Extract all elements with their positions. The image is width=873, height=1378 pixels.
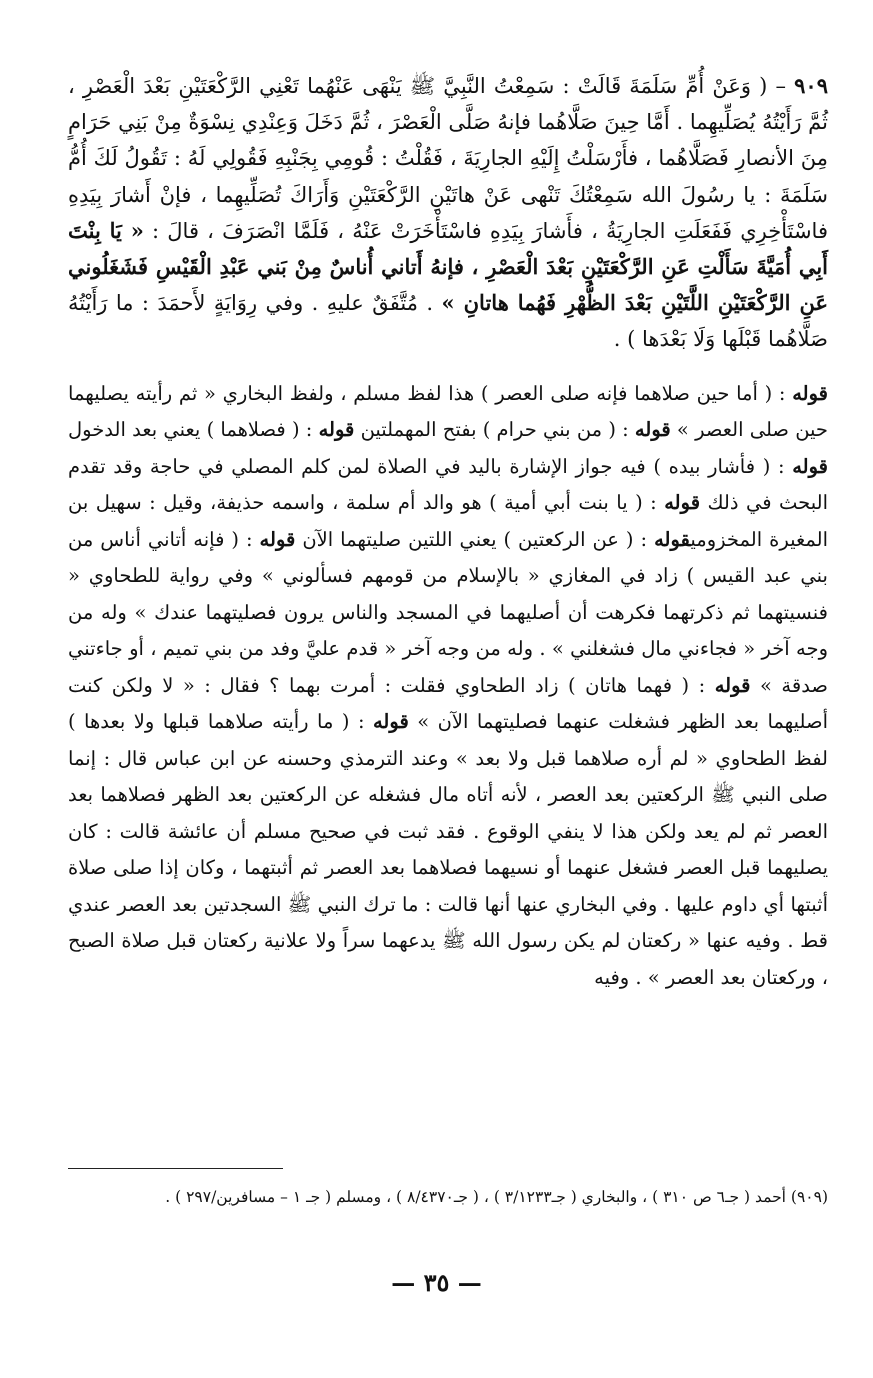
commentary-segment: : ( ما رأيته صلاهما قبلها ولا بعدها ) لفظ الطحاوي « لم أره صلاهما قبل ولا بعد » وعند الترمذي وحسنه عن ابن عباس قال : إنما صلى النبي ﷺ الركعتين بعد العصر ، لأنه أتاه مال فشغله عن الركعتين بعد الظهر فصلاهما بعد العصر ثم لم يعد ولكن هذا لا ينفي الوقوع . فقد ثبت في صحيح مسلم أن عائشة قالت : كان يصليهما قبل العصر فشغل عنهما أو نسيهما فصلاهما بعد العصر ثم أثبتهما ، وكان إذا صلى صلاة أثبتها أي داوم عليها . وفي البخاري عنها أنها قالت : ما ترك النبي ﷺ السجدتين بعد العصر عندي قط . وفيه عنها « ركعتان لم يكن رسول الله ﷺ يدعهما سراً ولا علانية ركعتان قبل صلاة الصبح ، وركعتان بعد العصر » . وفيه (68, 710, 828, 989)
page-body (68, 68, 828, 996)
commentary-segment: : ( عن الركعتين ) يعني اللتين صليتهما الآن (295, 527, 655, 551)
commentary-segment: : ( يا بنت أبي أمية ) هو والد أم سلمة ، واسمه حذيفة، وقيل : سهيل بن المغيرة المخزومي (68, 491, 829, 551)
hadith-paragraph (68, 68, 828, 358)
footnote: (٩٠٩) أحمد ( جـ٦ ص ٣١٠ ) ، والبخاري ( جـ٣/١٢٣٣ ) ، ( جـ٨/٤٣٧٠ ) ، ومسلم ( جـ ١ – مسافرين/٢٩٧ ) . (165, 1188, 828, 1206)
commentary-keyword: قوله (714, 673, 751, 697)
commentary-keyword: قوله (664, 491, 701, 515)
hadith-text-intro: – ( وَعَنْ أُمِّ سَلَمَةَ قَالَتْ : سَمِعْتُ النَّبِيَّ ﷺ يَنْهَى عَنْهُما تَعْنِي الرَّكْعَتَيْنِ بَعْدَ الْعَصْرِ ، ثُمَّ رَأَيْتُهُ يُصَلِّيهِما . أَمَّا حِينَ صَلَّاهُما فإنهُ صَلَّى الْعَصْرَ ، ثُمَّ دَخَلَ وَعِنْدِي نِسْوَةٌ مِنْ بَنِي حَرَامٍ مِنَ الأنصارِ فَصَلَّاهُما ، فأَرْسَلْتُ إِلَيْهِ الجارِيَةَ ، فَقُلْتُ : قُومِي بِجَنْبِهِ فَقُولِي لَهُ : تَقُولُ لَكَ أُمُّ سَلَمَةَ : يا رسُولَ الله سَمِعْتُكَ تَنْهى عَنْ هاتَيْنِ الرَّكْعَتَيْنِ وَأَرَاكَ تُصَلِّيهِما ، فإنْ أَشارَ بِيَدِهِ فاسْتَأْخِرِي فَفَعَلَتِ الجارِيَةُ ، فأَشارَ بِيَدِهِ فاسْتَأْخَرَتْ عَنْهُ ، فَلَمَّا انْصَرَفَ ، قالَ : (68, 74, 828, 243)
commentary-paragraph (68, 376, 828, 997)
hadith-text-outro: . مُتَّفَقٌ عليهِ . وفي رِوَايَةٍ لأَحمَدَ : ما رَأَيْتُهُ صَلَّاهُما قَبْلَها وَلَا بَعْدَها ) . (68, 291, 828, 352)
commentary-keyword: قوله (792, 454, 828, 478)
commentary-segment: : ( فصلاهما ) يعني بعد الدخول (68, 418, 319, 442)
commentary-keyword: قوله (792, 381, 828, 405)
hadith-prophet-quote: « يَا بِنْتَ أَبِي أُمَيَّةَ سَأَلْتِ عَنِ الرَّكْعَتَيْنِ بَعْدَ الْعَصْرِ ، فإنهُ أَتاني أُناسٌ مِنْ بَني عَبْدِ الْقَيْسِ فَشَغَلُوني عَنِ الرَّكْعَتَيْنِ اللَّتَيْنِ بَعْدَ الظُّهْرِ فَهُما هاتانِ » (68, 217, 829, 316)
commentary-segment: : ( فأشار بيده ) فيه جواز الإشارة باليد في الصلاة لمن كلم المصلي في حاجة وقد تقدم البحث في ذلك (68, 454, 828, 515)
footnote-separator (68, 1168, 283, 1169)
commentary-segment: : ( فهما هاتان ) زاد الطحاوي فقلت : أمرت بهما ؟ فقال : « لا ولكن كنت أصليهما بعد الظهر فشغلت عنهما فصليتهما الآن » (68, 673, 828, 734)
commentary-segment: : ( فإنه أتاني أناس من بني عبد القيس ) زاد في المغازي « بالإسلام من قومهم فسألوني » وفي رواية للطحاوي « فنسيتهما ثم ذكرتهما فكرهت أن أصليهما في المسجد والناس يرون فصليتهما عندك » وله من وجه آخر « فجاءني مال فشغلني » . وله من وجه آخر « قدم عليَّ وفد من بني تميم ، أو جاءتني صدقة » (68, 527, 828, 697)
commentary-keyword: قوله (318, 418, 355, 442)
page-number: — ٣٥ — (391, 1268, 482, 1297)
commentary-keyword: قوله (654, 527, 691, 551)
commentary-segment: : ( من بني حرام ) بفتح المهملتين (354, 418, 635, 442)
commentary-keyword: قوله (259, 527, 296, 551)
hadith-number: ٩٠٩ (794, 73, 828, 98)
commentary-keyword: قوله (634, 418, 671, 442)
commentary-keyword: قوله (372, 710, 409, 734)
commentary-segment: : ( أما حين صلاهما فإنه صلى العصر ) هذا لفظ مسلم ، ولفظ البخاري « ثم رأيته يصليهما حين صلى العصر » (68, 381, 828, 442)
